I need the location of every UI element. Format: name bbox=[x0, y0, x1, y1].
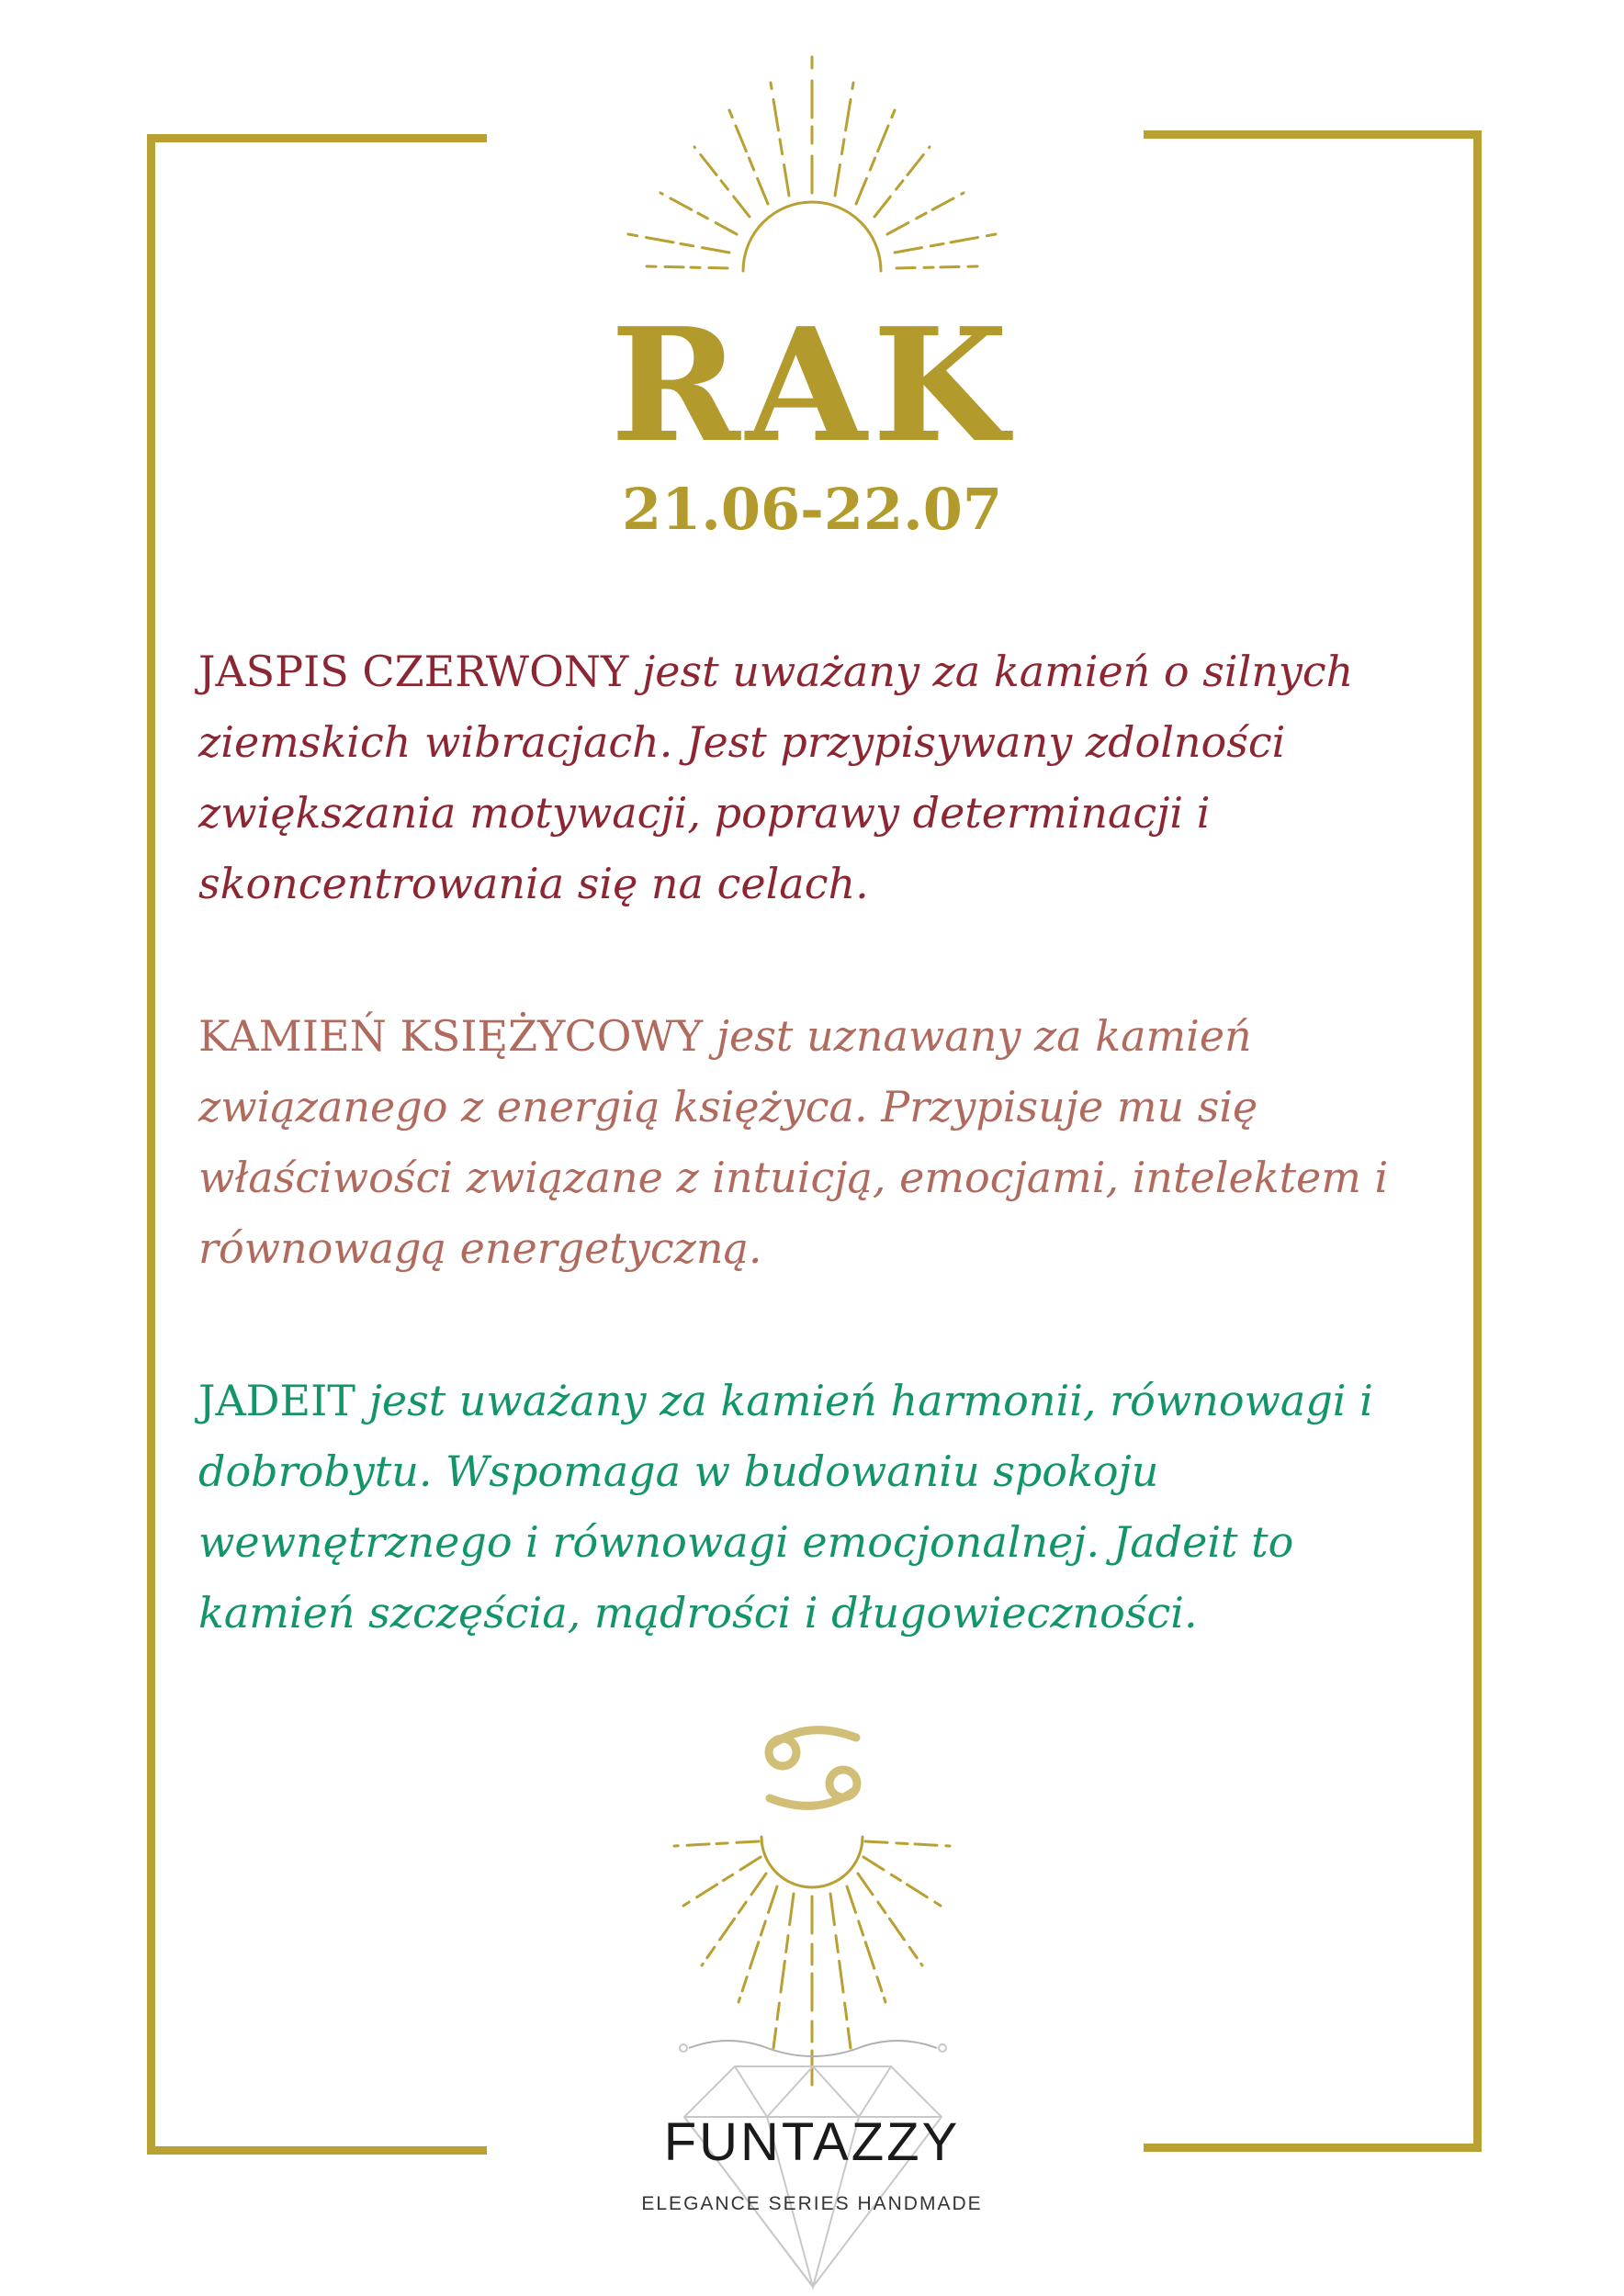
frame-top-left bbox=[147, 134, 487, 142]
cancer-symbol-icon bbox=[753, 1717, 873, 1818]
stone-name: JADEIT bbox=[198, 1376, 355, 1425]
brand-tagline: ELEGANCE SERIES HANDMADE bbox=[641, 2193, 983, 2214]
stone-description-jaspis bbox=[198, 636, 1438, 919]
stone-description-jadeit bbox=[198, 1366, 1438, 1649]
stone-description-kamien-ksiezycowy bbox=[198, 1001, 1438, 1284]
date-range: 21.06-22.07 bbox=[621, 476, 1003, 543]
stone-text: jest uważany za kamień harmonii, równowagi i dobrobytu. Wspomaga w budowaniu spokoju wewnętrznego i równowagi emocjonalnej. Jadeit to kamień szczęścia, mądrości i długowieczności. bbox=[198, 1376, 1373, 1638]
stone-name: KAMIEŃ KSIĘŻYCOWY bbox=[198, 1011, 704, 1061]
stone-name: JASPIS CZERWONY bbox=[198, 647, 629, 696]
page-title: RAK bbox=[610, 294, 1014, 478]
sunburst-top-icon bbox=[610, 46, 1014, 285]
stone-text: jest uznawany za kamień związanego z energią księżyca. Przypisuje mu się właściwości związane z intuicją, emocjami, intelektem i równowagą energetyczną. bbox=[198, 1011, 1389, 1273]
brand-name: FUNTAZZY bbox=[663, 2112, 961, 2172]
frame-top-right bbox=[1144, 130, 1482, 139]
stone-text: jest uważany za kamień o silnych ziemskich wibracjach. Jest przypisywany zdolności zwiększania motywacji, poprawy determinacji i skoncentrowania się na celach. bbox=[198, 647, 1354, 908]
